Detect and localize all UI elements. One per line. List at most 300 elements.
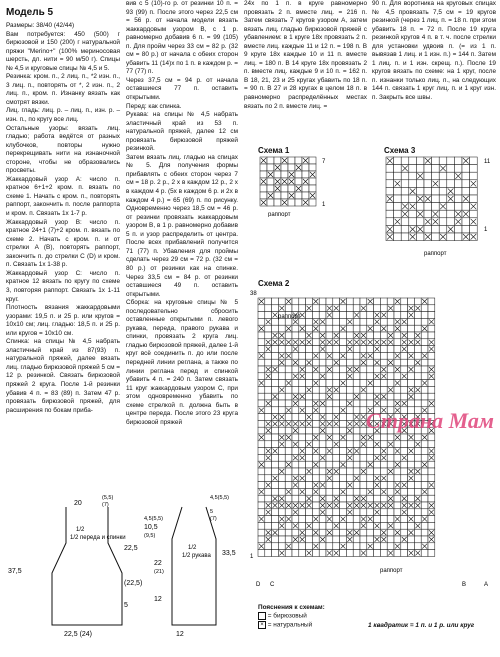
- grid-cell: [432, 157, 440, 165]
- grid-cell: [447, 203, 455, 211]
- grid-cell: [285, 346, 292, 353]
- grid-cell: [353, 461, 360, 468]
- grid-cell: [367, 468, 374, 475]
- grid-cell: [292, 407, 299, 414]
- grid-cell: [333, 400, 340, 407]
- legend-item-natural: [258, 621, 325, 630]
- grid-cell: [299, 522, 306, 529]
- grid-cell: [374, 325, 381, 332]
- grid-cell: [340, 448, 347, 455]
- grid-cell: [295, 199, 302, 206]
- grid-cell: [374, 380, 381, 387]
- grid-cell: [346, 359, 353, 366]
- grid-cell: [306, 475, 313, 482]
- grid-cell: [353, 400, 360, 407]
- scheme-1-rapport: раппорт: [268, 212, 291, 217]
- grid-cell: [272, 359, 279, 366]
- grid-cell: [414, 393, 421, 400]
- grid-cell: [374, 488, 381, 495]
- grid-cell: [306, 400, 313, 407]
- grid-cell: [326, 373, 333, 380]
- sleeves-paragraph: Рукава: на спицы № 4,5 набрать эластичный край из 53 п. натуральной пряжей, далее 12 см провязать бирюзовой пряжей резинкой.: [126, 111, 238, 153]
- grid-cell: [278, 475, 285, 482]
- grid-cell: [333, 318, 340, 325]
- grid-cell: [374, 495, 381, 502]
- grid-cell: [367, 482, 374, 489]
- grid-cell: [312, 536, 319, 543]
- other-patterns-paragraph: Остальные узоры: вязать лиц. гладью; работа ведётся от разных клубочков, повторы нужно перекрещивать нити на изнаночной стороне, чтобы не образовались просветы.: [6, 124, 120, 175]
- grid-cell: [353, 522, 360, 529]
- grid-cell: [470, 172, 478, 180]
- grid-cell: [360, 325, 367, 332]
- grid-cell: [387, 516, 394, 523]
- grid-cell: [447, 157, 455, 165]
- grid-cell: [380, 434, 387, 441]
- grid-cell: [260, 185, 267, 192]
- dim-5-top: 5: [210, 509, 214, 515]
- arrow-a: A: [484, 582, 489, 588]
- grid-cell: [416, 180, 424, 188]
- grid-cell: [394, 165, 402, 173]
- scheme-3-title: Схема 3: [384, 146, 416, 155]
- grid-cell: [306, 352, 313, 359]
- grid-cell: [360, 366, 367, 373]
- body-half-label: 1/2: [76, 527, 85, 533]
- grid-cell: [421, 373, 428, 380]
- grid-cell: [258, 312, 265, 319]
- grid-cell: [299, 468, 306, 475]
- grid-cell: [386, 203, 394, 211]
- grid-cell: [387, 393, 394, 400]
- grid-cell: [265, 312, 272, 319]
- grid-cell: [414, 488, 421, 495]
- grid-cell: [265, 359, 272, 366]
- dim-22-5-alt: (22,5): [124, 580, 143, 587]
- grid-cell: [409, 210, 417, 218]
- grid-cell: [401, 475, 408, 482]
- grid-cell: [292, 488, 299, 495]
- grid-cell: [312, 550, 319, 557]
- empty-square-icon: [258, 612, 266, 620]
- grid-cell: [292, 305, 299, 312]
- grid-cell: [302, 171, 309, 178]
- grid-cell: [353, 305, 360, 312]
- grid-cell: [326, 325, 333, 332]
- grid-cell: [346, 325, 353, 332]
- grid-cell: [447, 218, 455, 226]
- grid-cell: [394, 359, 401, 366]
- grid-cell: [367, 366, 374, 373]
- grid-cell: [421, 305, 428, 312]
- grid-cell: [326, 414, 333, 421]
- grid-cell: [401, 529, 408, 536]
- grid-cell: [285, 305, 292, 312]
- grid-cell: [258, 522, 265, 529]
- grid-cell: [340, 454, 347, 461]
- grid-cell: [340, 522, 347, 529]
- grid-cell: [285, 366, 292, 373]
- grid-cell: [340, 312, 347, 319]
- grid-cell: [424, 203, 432, 211]
- grid-cell: [340, 359, 347, 366]
- grid-cell: [306, 434, 313, 441]
- grid-cell: [278, 380, 285, 387]
- grid-cell: [292, 550, 299, 557]
- grid-cell: [353, 352, 360, 359]
- grid-cell: [346, 414, 353, 421]
- grid-cell: [360, 488, 367, 495]
- grid-cell: [333, 312, 340, 319]
- grid-cell: [312, 441, 319, 448]
- grid-cell: [312, 312, 319, 319]
- grid-cell: [295, 192, 302, 199]
- grid-cell: [278, 393, 285, 400]
- grid-cell: [387, 509, 394, 516]
- grid-cell: [340, 441, 347, 448]
- grid-cell: [360, 400, 367, 407]
- dim-21: (21): [154, 569, 164, 575]
- grid-cell: [326, 298, 333, 305]
- grid-cell: [326, 400, 333, 407]
- grid-cell: [387, 434, 394, 441]
- grid-cell: [394, 475, 401, 482]
- grid-cell: [367, 346, 374, 353]
- grid-cell: [401, 522, 408, 529]
- grid-cell: [258, 366, 265, 373]
- grid-cell: [292, 434, 299, 441]
- grid-cell: [401, 468, 408, 475]
- front-paragraph: Перед: как спинка.: [126, 102, 182, 110]
- grid-cell: [401, 386, 408, 393]
- grid-cell: [274, 157, 281, 164]
- grid-cell: [394, 225, 402, 233]
- grid-cell: [285, 522, 292, 529]
- grid-cell: [285, 393, 292, 400]
- grid-cell: [265, 488, 272, 495]
- grid-cell: [447, 233, 455, 241]
- scheme-2-rapport-top: раппорт: [278, 314, 301, 320]
- grid-cell: [265, 414, 272, 421]
- grid-cell: [346, 441, 353, 448]
- dim-10-5: 10,5: [144, 524, 158, 531]
- grid-cell: [306, 373, 313, 380]
- grid-cell: [353, 380, 360, 387]
- grid-cell: [312, 522, 319, 529]
- grid-cell: [470, 157, 478, 165]
- grid-cell: [454, 180, 462, 188]
- grid-cell: [454, 225, 462, 233]
- grid-cell: [454, 203, 462, 211]
- grid-cell: [272, 509, 279, 516]
- grid-cell: [340, 305, 347, 312]
- grid-cell: [312, 339, 319, 346]
- grid-cell: [454, 165, 462, 173]
- grid-cell: [319, 529, 326, 536]
- grid-cell: [386, 210, 394, 218]
- grid-cell: [414, 380, 421, 387]
- grid-cell: [409, 165, 417, 173]
- grid-cell: [428, 550, 435, 557]
- grid-cell: [353, 373, 360, 380]
- grid-cell: [374, 543, 381, 550]
- grid-cell: [326, 441, 333, 448]
- grid-cell: [274, 192, 281, 199]
- dim-12-bottom: 12: [176, 631, 184, 638]
- grid-cell: [374, 352, 381, 359]
- grid-cell: [285, 536, 292, 543]
- grid-cell: [346, 332, 353, 339]
- grid-cell: [265, 441, 272, 448]
- grid-cell: [295, 157, 302, 164]
- grid-cell: [387, 400, 394, 407]
- grid-cell: [394, 373, 401, 380]
- grid-cell: [258, 468, 265, 475]
- grid-cell: [424, 225, 432, 233]
- grid-cell: [333, 529, 340, 536]
- sleeve-piece-label: 1/2 рукава: [182, 553, 211, 559]
- body-piece-outline: [52, 507, 122, 625]
- grid-cell: [299, 427, 306, 434]
- grid-cell: [306, 407, 313, 414]
- grid-cell: [258, 475, 265, 482]
- grid-cell: [319, 312, 326, 319]
- grid-cell: [353, 386, 360, 393]
- arrow-b: B: [462, 582, 467, 588]
- grid-cell: [285, 448, 292, 455]
- grid-cell: [401, 448, 408, 455]
- grid-cell: [360, 312, 367, 319]
- grid-cell: [346, 298, 353, 305]
- grid-cell: [424, 180, 432, 188]
- grid-cell: [267, 157, 274, 164]
- grid-cell: [265, 393, 272, 400]
- grid-cell: [292, 332, 299, 339]
- grid-cell: [319, 522, 326, 529]
- grid-cell: [258, 482, 265, 489]
- grid-cell: [394, 495, 401, 502]
- grid-cell: [326, 461, 333, 468]
- grid-cell: [421, 482, 428, 489]
- arrow-d: D: [256, 582, 261, 588]
- grid-cell: [360, 318, 367, 325]
- grid-cell: [272, 536, 279, 543]
- grid-cell: [428, 380, 435, 387]
- grid-cell: [353, 427, 360, 434]
- grid-cell: [414, 543, 421, 550]
- grid-cell: [414, 434, 421, 441]
- scheme-2-title: Схема 2: [258, 279, 290, 288]
- grid-cell: [312, 359, 319, 366]
- grid-cell: [394, 172, 402, 180]
- grid-cell: [278, 325, 285, 332]
- grid-cell: [326, 495, 333, 502]
- grid-cell: [312, 373, 319, 380]
- jacquard-c-paragraph: Жаккардовый узор C: число п. кратное 12 вязать по кругу по схеме 3, повторяя раппорт. Связать 1х 1-11 круг.: [6, 269, 120, 303]
- grid-cell: [326, 407, 333, 414]
- grid-cell: [394, 332, 401, 339]
- grid-cell: [346, 550, 353, 557]
- grid-cell: [333, 393, 340, 400]
- grid-cell: [394, 522, 401, 529]
- grid-cell: [421, 550, 428, 557]
- grid-cell: [401, 298, 408, 305]
- grid-cell: [421, 312, 428, 319]
- grid-cell: [421, 509, 428, 516]
- grid-cell: [424, 165, 432, 173]
- grid-cell: [414, 529, 421, 536]
- grid-cell: [340, 339, 347, 346]
- sizes-paragraph: Размеры: 38/40 (42/44): [6, 22, 75, 29]
- grid-cell: [265, 305, 272, 312]
- grid-cell: [281, 185, 288, 192]
- grid-cell: [260, 164, 267, 171]
- grid-cell: [278, 529, 285, 536]
- grid-cell: [380, 380, 387, 387]
- grid-cell: [408, 488, 415, 495]
- grid-cell: [401, 380, 408, 387]
- grid-cell: [285, 529, 292, 536]
- grid-cell: [258, 332, 265, 339]
- grid-cell: [265, 352, 272, 359]
- grid-cell: [265, 325, 272, 332]
- dim-22-5: 22,5: [124, 545, 138, 552]
- grid-cell: [439, 218, 447, 226]
- grid-cell: [258, 427, 265, 434]
- grid-cell: [306, 325, 313, 332]
- grid-cell: [292, 529, 299, 536]
- grid-cell: [346, 352, 353, 359]
- back-end-paragraph: Через 37,5 см = 94 р. от начала оставшиеся 77 п. оставить открытыми.: [126, 76, 238, 102]
- grid-cell: [326, 318, 333, 325]
- grid-cell: [258, 420, 265, 427]
- dim-9-5: (9,5): [144, 533, 156, 539]
- grid-cell: [312, 420, 319, 427]
- legend-title: Пояснения к схемам:: [258, 604, 325, 611]
- grid-cell: [367, 495, 374, 502]
- grid-cell: [428, 298, 435, 305]
- grid-cell: [272, 305, 279, 312]
- grid-cell: [302, 192, 309, 199]
- grid-cell: [258, 318, 265, 325]
- grid-cell: [380, 352, 387, 359]
- grid-cell: [421, 522, 428, 529]
- grid-cell: [387, 461, 394, 468]
- scheme-1-row-bottom: 1: [322, 202, 326, 208]
- grid-cell: [285, 495, 292, 502]
- grid-cell: [416, 157, 424, 165]
- grid-cell: [258, 448, 265, 455]
- collar-paragraph: 90 п. Для воротника на круговых спицах № 4,5 провязать 7,5 см = 19 кругов резинкой (через 1 лиц. п. = 18 п. при этом убавить 18 п. = 72 п. После 19 круга резинкой кругов 4 п. в т. ч. после стрелки для установки удвоив п. (= из 1 п. вывязав 1 лиц. и 1 изн. п.) = 144 п. Затем 1 лиц. п. и 1 изн. скрещ. п.). После 19 кругов вязать по схеме: на 1 круг, после п. изнанки только лиц. п., на следующих 144 п. связать 1 круг лиц. п. и 1 круг изн. п. Закрыть все швы.: [372, 0, 496, 102]
- grid-cell: [272, 441, 279, 448]
- grid-cell: [306, 516, 313, 523]
- grid-cell: [326, 522, 333, 529]
- grid-cell: [409, 180, 417, 188]
- grid-cell: [285, 482, 292, 489]
- grid-cell: [367, 332, 374, 339]
- grid-cell: [285, 332, 292, 339]
- grid-cell: [374, 468, 381, 475]
- grid-cell: [380, 461, 387, 468]
- grid-cell: [353, 468, 360, 475]
- grid-cell: [360, 454, 367, 461]
- grid-cell: [387, 346, 394, 353]
- grid-cell: [428, 312, 435, 319]
- grid-cell: [380, 550, 387, 557]
- grid-cell: [278, 373, 285, 380]
- grid-cell: [387, 543, 394, 550]
- grid-cell: [414, 400, 421, 407]
- text-column-2: [126, 0, 238, 427]
- grid-cell: [278, 454, 285, 461]
- grid-cell: [340, 536, 347, 543]
- grid-cell: [386, 218, 394, 226]
- grid-cell: [374, 366, 381, 373]
- back-cont-paragraph: вив с 5 (10)-го р. от резинки 10 п. = 93 (99) п. После этого через 22,5 см = 56 р. от начала модели вязать жаккардовым узором B, с 1 р. равномерно добавив 6 п. = 99 (105) п. Для пройм через 33 см = 82 р. (32 см = 80 р.) от начала с обеих сторон убавить 11 (14)х по 1 п. в каждом р. = 77 (77) п.: [126, 0, 238, 76]
- grid-cell: [462, 203, 470, 211]
- grid-cell: [380, 441, 387, 448]
- grid-cell: [306, 346, 313, 353]
- grid-cell: [374, 305, 381, 312]
- grid-cell: [319, 386, 326, 393]
- grid-cell: [439, 172, 447, 180]
- dim-20: 20: [74, 500, 82, 507]
- grid-cell: [421, 386, 428, 393]
- grid-cell: [299, 495, 306, 502]
- grid-cell: [380, 543, 387, 550]
- grid-cell: [408, 346, 415, 353]
- grid-cell: [401, 325, 408, 332]
- grid-cell: [353, 359, 360, 366]
- grid-cell: [309, 178, 316, 185]
- grid-cell: [285, 509, 292, 516]
- grid-cell: [401, 312, 408, 319]
- grid-cell: [292, 380, 299, 387]
- grid-cell: [267, 164, 274, 171]
- yoke-paragraph: 24х по 1 п. в круге равномерно провязать 2 п. вместе лиц. = 216 п. Затем связать 7 кругов узором A, затем вязать лиц. гладью бирюзовой пряжей с убавлением: в 1 круге 18х провязать 2 п. вместе лиц. каждые 11 и 12 п. = 198 п. В 9 круге 18х каждые 10 и 11 п. вместе лиц. = 180 п. В 14 круге 18х провязать 2 п. вместе лиц. каждые 9 и 10 п. = 162 п. В 18, 21, 23 и 25 кругах убавить по 18 п. = 90 п. В 27 и 28 кругах в целом 18 п. в равномерно распределённых местах вязать по 2 п. вместе лиц. =: [244, 0, 367, 110]
- grid-cell: [421, 454, 428, 461]
- grid-cell: [374, 550, 381, 557]
- grid-cell: [285, 468, 292, 475]
- grid-cell: [299, 550, 306, 557]
- grid-cell: [258, 386, 265, 393]
- grid-cell: [360, 475, 367, 482]
- grid-cell: [408, 325, 415, 332]
- grid-cell: [258, 502, 265, 509]
- grid-cell: [340, 529, 347, 536]
- grid-cell: [416, 203, 424, 211]
- grid-cell: [299, 543, 306, 550]
- grid-cell: [414, 516, 421, 523]
- grid-cell: [346, 393, 353, 400]
- grid-cell: [272, 407, 279, 414]
- grid-cell: [428, 332, 435, 339]
- grid-cell: [394, 195, 402, 203]
- grid-cell: [278, 543, 285, 550]
- grid-cell: [401, 543, 408, 550]
- grid-cell: [353, 318, 360, 325]
- grid-cell: [414, 482, 421, 489]
- grid-cell: [421, 332, 428, 339]
- grid-cell: [285, 550, 292, 557]
- grid-cell: [278, 400, 285, 407]
- grid-cell: [306, 536, 313, 543]
- grid-cell: [394, 454, 401, 461]
- grid-cell: [333, 380, 340, 387]
- grid-cell: [306, 448, 313, 455]
- grid-cell: [272, 373, 279, 380]
- grid-cell: [428, 325, 435, 332]
- grid-cell: [462, 218, 470, 226]
